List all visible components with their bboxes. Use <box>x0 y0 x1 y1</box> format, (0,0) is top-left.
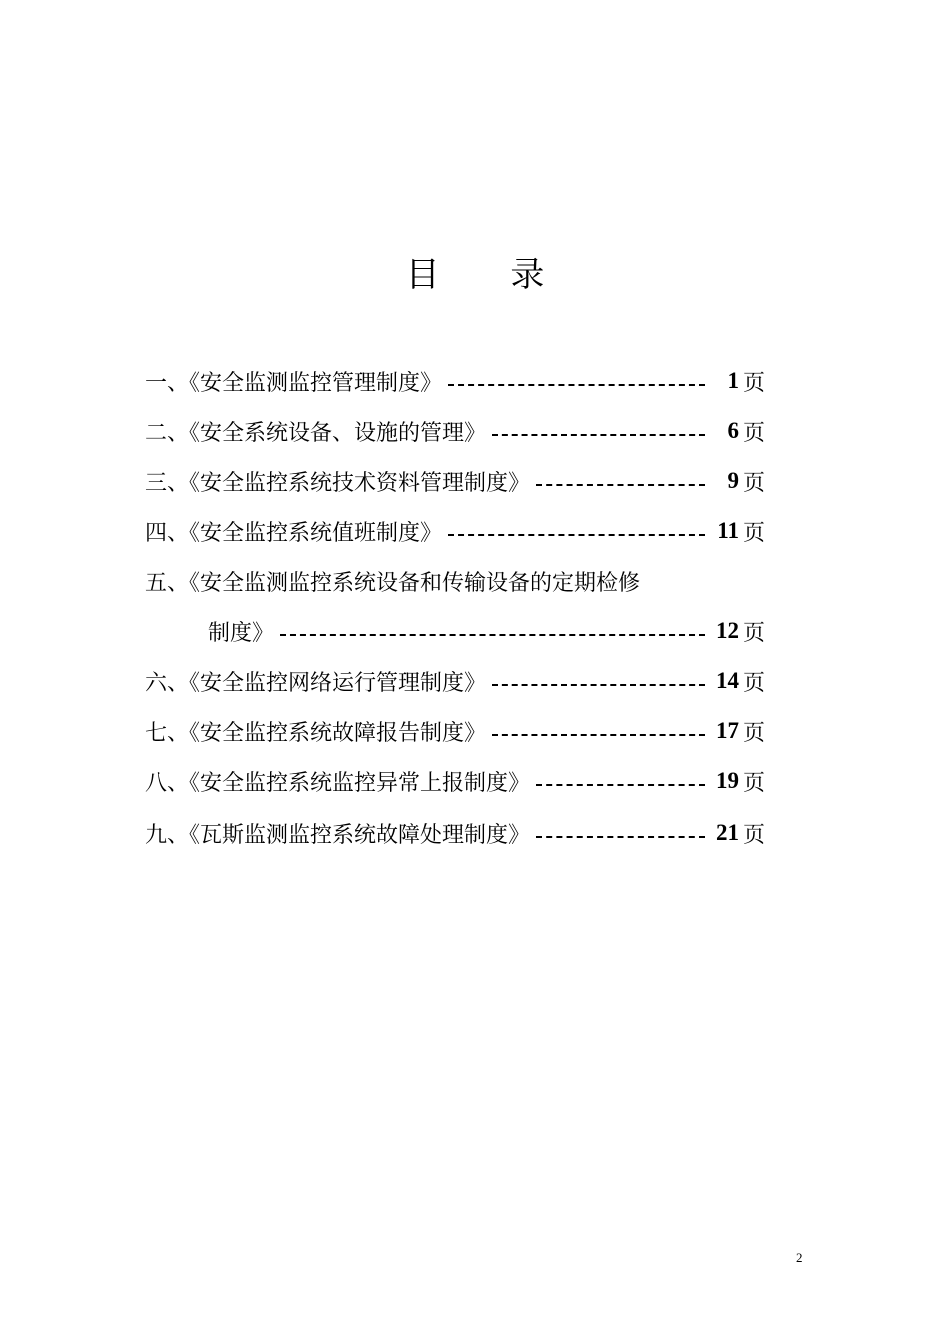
toc-entry-page: 9 <box>727 468 739 493</box>
toc-entry-page: 19 <box>715 768 739 793</box>
toc-entry-5-continuation[interactable] <box>208 608 765 654</box>
toc-entry-label: 七、《安全监控系统故障报告制度》 <box>145 720 487 746</box>
toc-leader-dots <box>536 784 705 786</box>
toc-entry-label: 五、《安全监测监控系统设备和传输设备的定期检修 <box>145 570 641 596</box>
toc-entry-6[interactable] <box>145 658 765 704</box>
toc-leader-dots <box>492 434 705 436</box>
toc-entry-5[interactable] <box>145 558 765 604</box>
toc-page-unit: 页 <box>742 770 765 796</box>
toc-entry-page: 21 <box>715 820 739 845</box>
toc-entry-9[interactable] <box>145 810 765 856</box>
toc-entry-label: 二、《安全系统设备、设施的管理》 <box>145 420 487 446</box>
toc-page-unit: 页 <box>742 520 765 546</box>
toc-leader-dots <box>536 484 705 486</box>
toc-entry-7[interactable] <box>145 708 765 754</box>
toc-entry-label: 九、《瓦斯监测监控系统故障处理制度》 <box>145 822 531 848</box>
toc-page-unit: 页 <box>742 620 765 646</box>
toc-page-unit: 页 <box>742 822 765 848</box>
toc-leader-dots <box>492 684 705 686</box>
toc-page-unit: 页 <box>742 470 765 496</box>
toc-entry-label: 一、《安全监测监控管理制度》 <box>145 370 443 396</box>
toc-entry-page: 17 <box>715 718 739 743</box>
toc-entry-page: 14 <box>715 668 739 693</box>
toc-leader-dots <box>448 534 705 536</box>
toc-entry-1[interactable] <box>145 358 765 404</box>
toc-entry-page: 6 <box>727 418 739 443</box>
toc-title: 目 录 <box>405 255 575 295</box>
footer-page-number: 2 <box>796 1250 803 1265</box>
toc-leader-dots <box>280 634 705 636</box>
toc-entry-label: 三、《安全监控系统技术资料管理制度》 <box>145 470 531 496</box>
toc-page-unit: 页 <box>742 420 765 446</box>
toc-entry-label: 八、《安全监控系统监控异常上报制度》 <box>145 770 531 796</box>
toc-page-unit: 页 <box>742 720 765 746</box>
toc-entry-8[interactable] <box>145 758 765 804</box>
toc-entry-page: 11 <box>717 518 739 543</box>
toc-page-unit: 页 <box>742 670 765 696</box>
toc-entry-3[interactable] <box>145 458 765 504</box>
toc-entry-4[interactable] <box>145 508 765 554</box>
toc-entry-2[interactable] <box>145 408 765 454</box>
toc-entry-label: 四、《安全监控系统值班制度》 <box>145 520 443 546</box>
toc-page-unit: 页 <box>742 370 765 396</box>
toc-leader-dots <box>536 836 705 838</box>
toc-entry-label-continuation: 制度》 <box>208 620 275 646</box>
toc-leader-dots <box>492 734 705 736</box>
toc-entry-page: 12 <box>715 618 739 643</box>
toc-entry-page: 1 <box>727 368 739 393</box>
toc-leader-dots <box>448 384 705 386</box>
toc-entry-label: 六、《安全监控网络运行管理制度》 <box>145 670 487 696</box>
